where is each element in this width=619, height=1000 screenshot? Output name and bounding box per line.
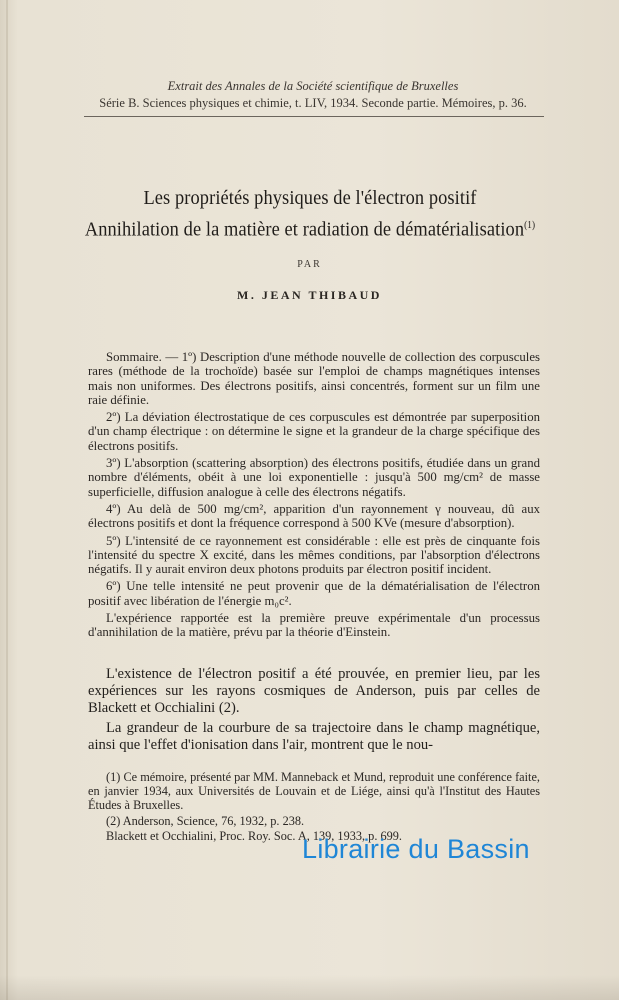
- offprint-header: [88, 78, 538, 111]
- summary-paragraph: Sommaire. — 1º) Description d'une méthode nouvelle de collection des corpuscules rares (méthode de la trochoïde) basée sur l'emploi de champs magnétiques intenses mais non uniformes. Des électrons positifs, ainsi concentrés, forment sur un film une raie définie.: [88, 350, 540, 407]
- footnote: (2) Anderson, Science, 76, 1932, p. 238.: [106, 813, 305, 828]
- page-fold-shadow: [6, 0, 8, 1000]
- header-line-1: Extrait des Annales de la Société scientifique de Bruxelles: [167, 79, 459, 93]
- author-name: M. JEAN THIBAUD: [237, 288, 382, 302]
- summary-paragraph: 4º) Au delà de 500 mg/cm², apparition d'un rayonnement γ nouveau, dû aux électrons positifs et dont la fréquence correspond à 500 KVe (mesure d'absorption).: [88, 501, 540, 531]
- summary-paragraph: 5º) L'intensité de ce rayonnement est considérable : elle est près de cinquante fois l'intensité du spectre X excité, dans les mêmes conditions, par l'absorption d'électrons négatifs. Il y aurait environ deux photons produits par électron positif incident.: [88, 533, 540, 577]
- footnotes: [88, 770, 540, 844]
- summary-paragraph: L'expérience rapportée est la première preuve expérimentale d'un processus d'annihilation de la matière, prévu par la théorie d'Einstein.: [88, 611, 540, 640]
- title-line-2-text: Annihilation de la matière et radiation de dématérialisation: [84, 218, 525, 241]
- article-title: [80, 184, 540, 244]
- body-text: [88, 666, 540, 756]
- body-paragraph: La grandeur de la courbure de sa trajectoire dans le champ magnétique, ainsi que l'effet d'ionisation dans l'air, montrent que le nou-: [88, 719, 540, 753]
- title-line-2: [80, 212, 540, 244]
- footnote: Blackett et Occhialini, Proc. Roy. Soc. A, 139, 1933, p. 699.: [106, 828, 402, 843]
- seller-watermark: Librairie du Bassin: [302, 834, 530, 864]
- page-bottom-shadow: [0, 975, 619, 1000]
- header-line-2: Série B. Sciences physiques et chimie, t. LIV, 1934. Seconde partie. Mémoires, p. 36.: [99, 96, 527, 110]
- by-label: PAR: [297, 259, 322, 270]
- summary-paragraph: 6º) Une telle intensité ne peut provenir que de la dématérialisation de l'électron positif avec libération de l'énergie m₀c².: [88, 579, 540, 608]
- footnote: (1) Ce mémoire, présenté par MM. Manneback et Mund, reproduit une conférence faite, en janvier 1934, aux Universités de Louvain et de Liége, ainsi qu'à l'Institut des Hautes Études à Bruxelles.: [88, 770, 540, 813]
- body-paragraph: L'existence de l'électron positif a été prouvée, en premier lieu, par les expériences sur les rayons cosmiques de Anderson, puis par celles de Blackett et Occhialini (2).: [88, 666, 540, 717]
- summary-paragraph: 2º) La déviation électrostatique de ces corpuscules est démontrée par superposition d'un champ électrique : on détermine le signe et la grandeur de la charge spécifique des électrons positifs.: [88, 410, 540, 453]
- title-line-1: Les propriétés physiques de l'électron positif: [143, 187, 477, 209]
- header-rule: [84, 116, 544, 117]
- summary-block: [88, 350, 540, 643]
- summary-paragraph: 3º) L'absorption (scattering absorption) des électrons positifs, étudiée dans un grand nombre d'éléments, obéit à une loi exponentielle : jusqu'à 500 mg/cm² de masse superficielle, diffusion analogue à celle des électrons négatifs.: [88, 456, 540, 499]
- title-footnote-mark: (1): [524, 220, 536, 231]
